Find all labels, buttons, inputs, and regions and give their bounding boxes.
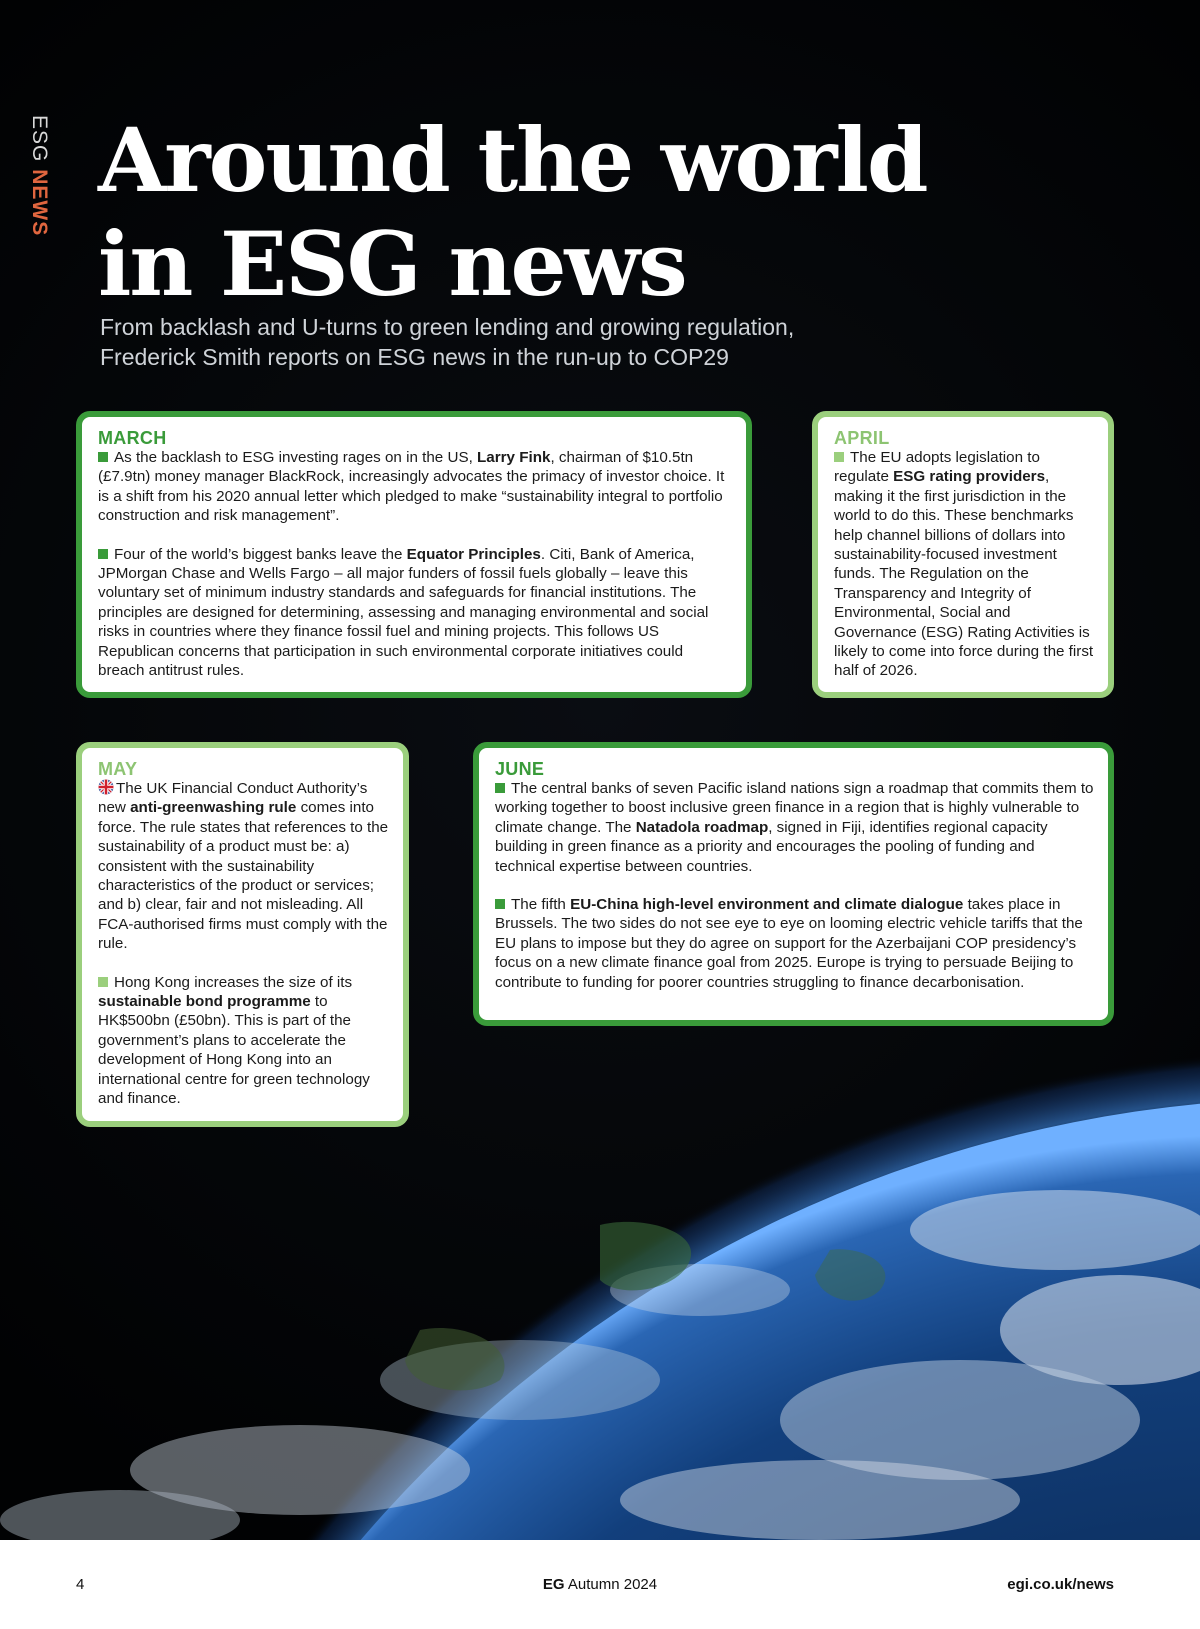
footer-url-link[interactable]: egi.co.uk/news (1007, 1576, 1114, 1593)
march-item-2-highlight: Equator Principles (406, 545, 541, 563)
june-item-2-highlight: EU-China high-level environment and climate dialogue (570, 896, 964, 914)
may-item-2-highlight: sustainable bond programme (98, 993, 311, 1011)
bullet-square-icon (98, 977, 108, 987)
page-footer (0, 1540, 1200, 1629)
bullet-square-icon (98, 549, 108, 559)
page-title (98, 108, 998, 316)
june-card (473, 742, 1114, 1026)
april-item-1: The EU adopts legislation to regulate ESG rating providers, making it the first jurisdiction in the world to do this. These benchmarks help channel billions of dollars into sustainability-focused investment funds. The Regulation on the Transparency and Integrity of Environmental, Social and Governance (ESG) Rating Activities is likely to come into force during the first half of 2026. (834, 449, 1094, 680)
march-card (76, 411, 752, 698)
standfirst-line-2: Frederick Smith reports on ESG news in the run-up to COP29 (100, 344, 729, 370)
bullet-square-icon (834, 452, 844, 462)
march-item-2: Four of the world’s biggest banks leave the Equator Principles. Citi, Bank of America, JPMorgan Chase and Wells Fargo – all major funders of fossil fuels globally – leave this voluntary set of minimum industry standards and safeguards for financial institutions. The principles are designed for determining, assessing and managing environmental and social risks in countries where they finance fossil fuel and mining projects. This follows US Republican concerns that participation in such environmental corporate initiatives could breach antitrust rules. (98, 545, 709, 680)
may-item-1-highlight: anti-greenwashing rule (130, 799, 297, 817)
page-number: 4 (76, 1576, 85, 1593)
page-title-line-2: in ESG news (98, 212, 686, 316)
march-item-1: As the backlash to ESG investing rages on in the US, Larry Fink, chairman of $10.5tn (£7.9tn) money manager BlackRock, increasingly advocates the primacy of investor choice. It is a shift from his 2020 annual letter which pledged to make “sustainability integral to portfolio construction and risk management”. (98, 449, 725, 525)
june-heading: JUNE (495, 759, 545, 779)
section-label-accent: NEWS (28, 169, 51, 237)
april-card (812, 411, 1114, 698)
june-item-1: The central banks of seven Pacific island nations sign a roadmap that commits them to working together to boost inclusive green finance in a region that is highly vulnerable to climate change. The Natadola roadmap, signed in Fiji, identifies regional capacity building in green finance as a priority and encourages the pooling of funding and technical expertise between countries. (495, 780, 1094, 875)
march-heading: MARCH (98, 428, 167, 448)
bullet-square-icon (98, 452, 108, 462)
june-item-1-highlight: Natadola roadmap (635, 818, 769, 836)
may-card (76, 742, 409, 1127)
section-label-prefix: ESG (28, 115, 51, 163)
section-label (27, 115, 51, 236)
march-item-1-highlight: Larry Fink (477, 449, 551, 466)
bullet-square-icon (495, 899, 505, 909)
may-item-1: The UK Financial Conduct Authority’s new anti-greenwashing rule comes into force. The rule states that references to the sustainability of a product must be: a) consistent with the sustainability characteristics of the product or services; and b) clear, fair and not misleading. All FCA-authorised firms must comply with the rule. (98, 780, 389, 953)
magazine-name: EG (542, 1576, 565, 1593)
april-item-1-highlight: ESG rating providers (893, 468, 1046, 486)
uk-flag-icon (98, 779, 114, 795)
may-heading: MAY (98, 759, 138, 779)
april-heading: APRIL (834, 428, 890, 448)
bullet-square-icon (495, 783, 505, 793)
standfirst (100, 312, 860, 372)
may-item-2: Hong Kong increases the size of its sustainable bond programme to HK$500bn (£50bn). This is part of the government’s plans to accelerate the development of Hong Kong into an international centre for green technology and finance. (98, 973, 370, 1108)
standfirst-line-1: From backlash and U-turns to green lending and growing regulation, (100, 314, 795, 340)
magazine-issue-date: Autumn 2024 (564, 1576, 658, 1593)
page-title-line-1: Around the world (98, 108, 927, 212)
june-item-2: The fifth EU-China high-level environment and climate dialogue takes place in Brussels. The two sides do not see eye to eye on looming electric vehicle tariffs that the EU plans to impose but they do agree on support for the Azerbaijani COP presidency’s focus on a new climate finance goal from 2025. Europe is trying to persuade Beijing to contribute to funding for poorer countries struggling to finance decarbonisation. (495, 896, 1083, 991)
